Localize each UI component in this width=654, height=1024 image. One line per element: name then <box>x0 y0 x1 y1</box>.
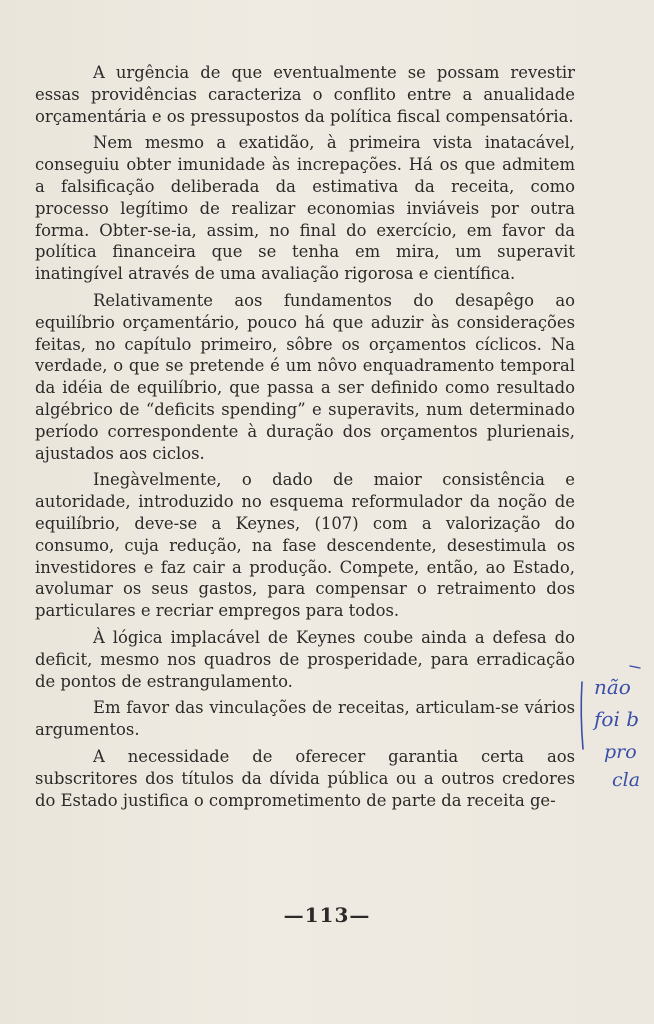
margin-note-svg <box>578 664 654 794</box>
margin-note-line-3: pro <box>604 741 637 763</box>
paragraph-7: A necessidade de oferecer garantia certa aos subscritores dos títulos da dívida pública ou a outros credores do Estado justifica o comprometimento de parte da receita ge- <box>35 746 575 810</box>
margin-note-line-2: foi b <box>594 707 639 731</box>
margin-dash <box>630 666 640 668</box>
paragraph-2: Nem mesmo a exatidão, à primeira vista inatacável, conseguiu obter imunidade às increpações. Há os que admitem a falsificação deliberada da estimativa da receita, como processo legítimo de realizar economias inviáveis por outra forma. Obter-se-ia, assim, no final do exercício, em favor da política financeira que se tenha em mira, um superavit inatingível através de uma avaliação rigorosa e científica. <box>35 133 575 284</box>
margin-note-line-1: não <box>594 675 631 699</box>
paragraph-3: Relativamente aos fundamentos do desapêgo ao equilíbrio orçamentário, pouco há que aduzir às considerações feitas, no capítulo primeiro, sôbre os orçamentos cíclicos. Na verdade, o que se pretende é um nôvo enquadramento temporal da idéia de equilíbrio, que passa a ser definido como resultado algébrico de “deficits spending” e superavits, num determinado período correspondente à duração dos orçamentos plurienais, ajustados aos ciclos. <box>35 290 575 463</box>
page-number: —113— <box>283 903 371 927</box>
margin-note-line-4: cla <box>612 769 641 791</box>
paragraph-1: A urgência de que eventualmente se possam revestir essas providências caracteriza o conflito entre a anualidade orçamentária e os pressupostos da política fiscal compensatória. <box>35 63 575 126</box>
body-text <box>35 62 575 816</box>
margin-bracket-line <box>581 682 583 749</box>
paragraph-5: À lógica implacável de Keynes coube ainda a defesa do deficit, mesmo nos quadros de prosperidade, para erradicação de pontos de estrangulamento. <box>35 627 575 691</box>
paragraph-6: Em favor das vinculações de receitas, articulam-se vários argumentos. <box>35 698 575 740</box>
handwritten-margin-note <box>578 664 654 794</box>
paragraph-4: Inegàvelmente, o dado de maior consistência e autoridade, introduzido no esquema reformulador da noção de equilíbrio, deve-se a Keynes, (107) com a valorização do consumo, cuja redução, na fase descendente, desestimula os investidores e faz cair a produção. Compete, então, ao Estado, avolumar os seus gastos, para compensar o retraimento dos particulares e recriar empregos para todos. <box>35 470 575 621</box>
